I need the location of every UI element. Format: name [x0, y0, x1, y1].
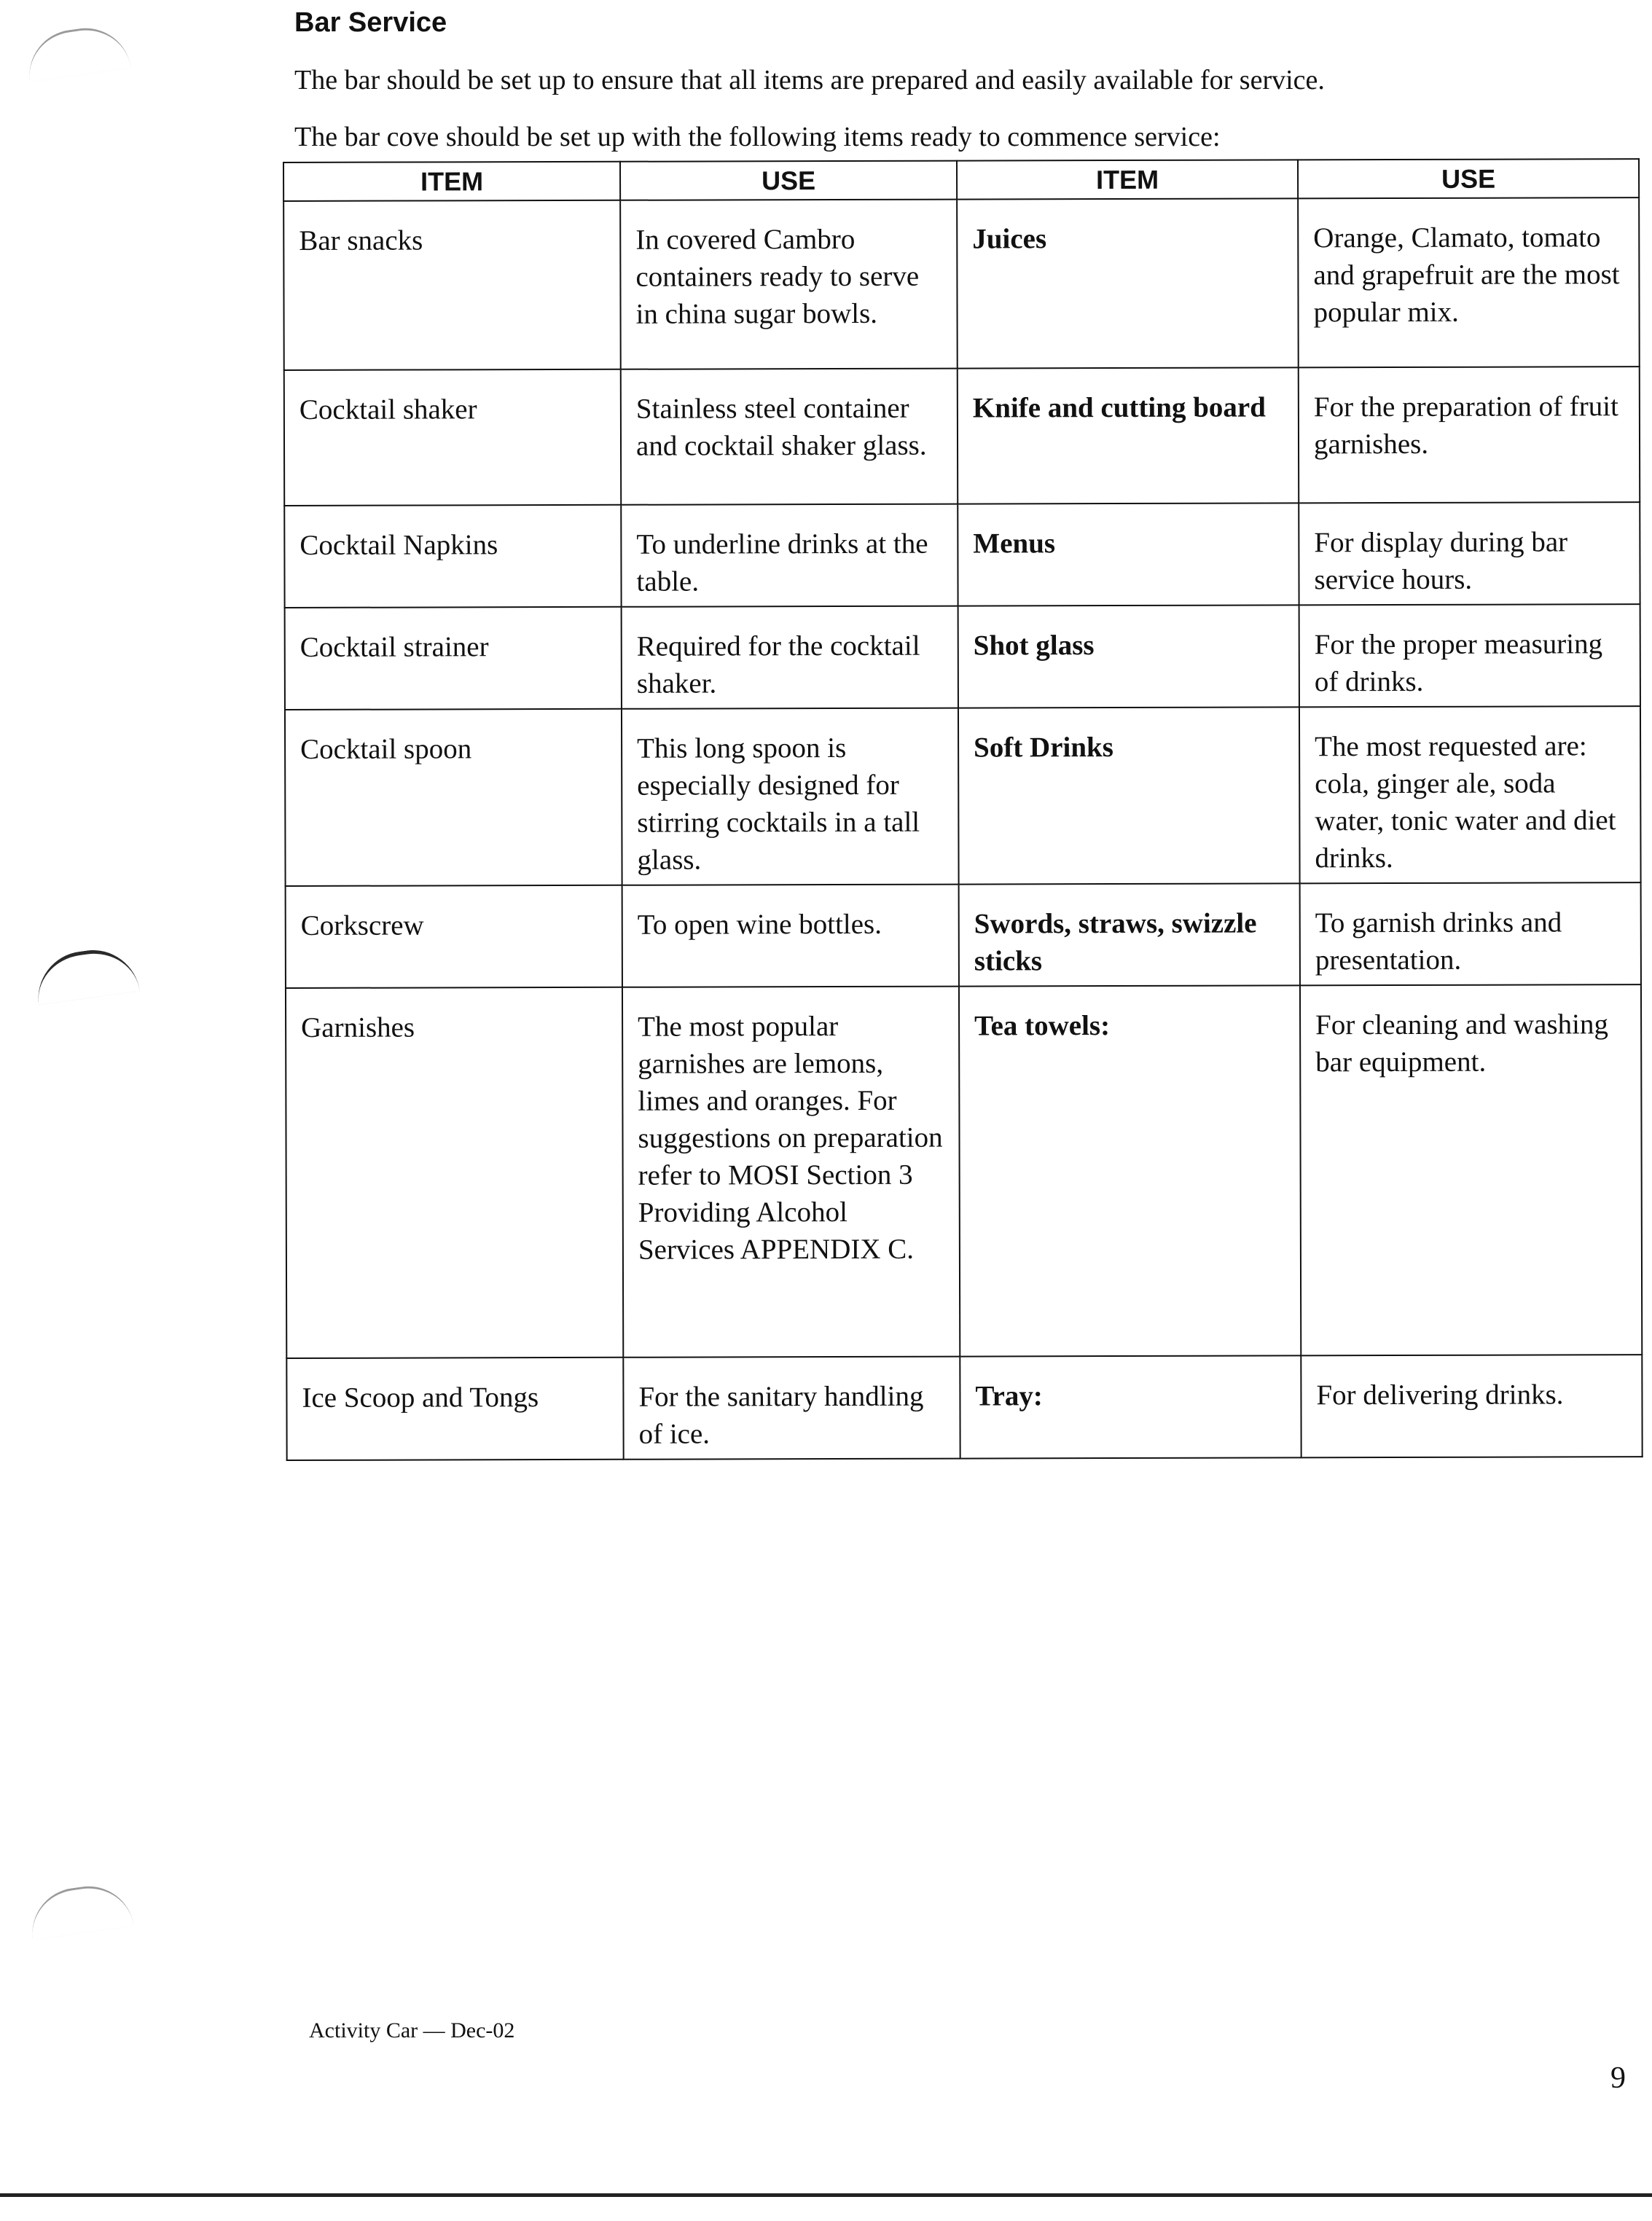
item-cell: Menus	[958, 503, 1299, 606]
use-cell: Stainless steel container and cocktail shaker glass.	[621, 369, 958, 505]
item-cell: Shot glass	[958, 605, 1299, 708]
header-item: ITEM	[957, 160, 1298, 199]
use-cell: For cleaning and washing bar equipment.	[1300, 984, 1642, 1355]
item-cell: Bar snacks	[283, 200, 621, 370]
header-use: USE	[1298, 159, 1639, 198]
table-header-row	[283, 159, 1639, 201]
use-cell: The most popular garnishes are lemons, limes and oranges. For suggestions on preparation refer to MOSI Section 3 Providing Alcohol Services APPENDIX C.	[622, 987, 960, 1358]
use-cell: For the sanitary handling of ice.	[623, 1357, 960, 1460]
item-cell: Knife and cutting board	[958, 367, 1299, 504]
punch-hole-mark	[23, 23, 130, 82]
item-cell: Cocktail strainer	[285, 607, 622, 710]
use-cell: To underline drinks at the table.	[621, 504, 958, 607]
header-item: ITEM	[283, 162, 620, 201]
table-row	[286, 1355, 1642, 1460]
item-cell: Soft Drinks	[958, 707, 1300, 884]
use-cell: Required for the cocktail shaker.	[622, 606, 958, 709]
table-row	[286, 882, 1641, 988]
use-cell: For the preparation of fruit garnishes.	[1299, 367, 1640, 503]
table-row	[285, 604, 1640, 710]
item-cell: Garnishes	[286, 987, 623, 1358]
bar-items-table	[283, 158, 1642, 1461]
use-cell: For display during bar service hours.	[1299, 502, 1640, 605]
use-cell: The most requested are: cola, ginger ale, soda water, tonic water and diet drinks.	[1299, 706, 1641, 883]
table-row	[284, 502, 1640, 608]
item-cell: Ice Scoop and Tongs	[286, 1358, 623, 1460]
page-number: 9	[1610, 2061, 1626, 2095]
use-cell: For the proper measuring of drinks.	[1299, 604, 1640, 707]
use-cell: This long spoon is especially designed for stirring cocktails in a tall glass.	[622, 708, 959, 885]
use-cell: To open wine bottles.	[622, 885, 959, 987]
use-cell: For delivering drinks.	[1301, 1355, 1642, 1457]
item-cell: Corkscrew	[286, 885, 622, 988]
item-cell: Cocktail shaker	[284, 369, 621, 506]
item-cell: Swords, straws, swizzle sticks	[959, 883, 1300, 986]
intro-paragraph: The bar cove should be set up with the following items ready to commence service:	[294, 122, 1221, 152]
punch-hole-mark	[32, 944, 140, 1006]
punch-hole-mark	[26, 1881, 133, 1940]
table-row	[285, 706, 1641, 886]
use-cell: In covered Cambro containers ready to serve in china sugar bowls.	[620, 200, 958, 369]
use-cell: To garnish drinks and presentation.	[1300, 882, 1641, 985]
section-title: Bar Service	[294, 7, 447, 38]
item-cell: Tea towels:	[959, 985, 1301, 1356]
item-cell: Cocktail Napkins	[284, 505, 621, 608]
table-row	[284, 367, 1640, 506]
item-cell: Tray:	[960, 1355, 1301, 1458]
use-cell: Orange, Clamato, tomato and grapefruit are the most popular mix.	[1298, 197, 1640, 367]
intro-paragraph: The bar should be set up to ensure that all items are prepared and easily available for service.	[294, 65, 1325, 95]
page-bottom-rule	[0, 2193, 1652, 2197]
header-use: USE	[620, 161, 957, 200]
item-cell: Cocktail spoon	[285, 709, 622, 886]
footer-doc-label: Activity Car — Dec-02	[309, 2018, 515, 2042]
table-row	[283, 197, 1640, 370]
table-row	[286, 984, 1642, 1358]
item-cell: Juices	[957, 198, 1299, 368]
